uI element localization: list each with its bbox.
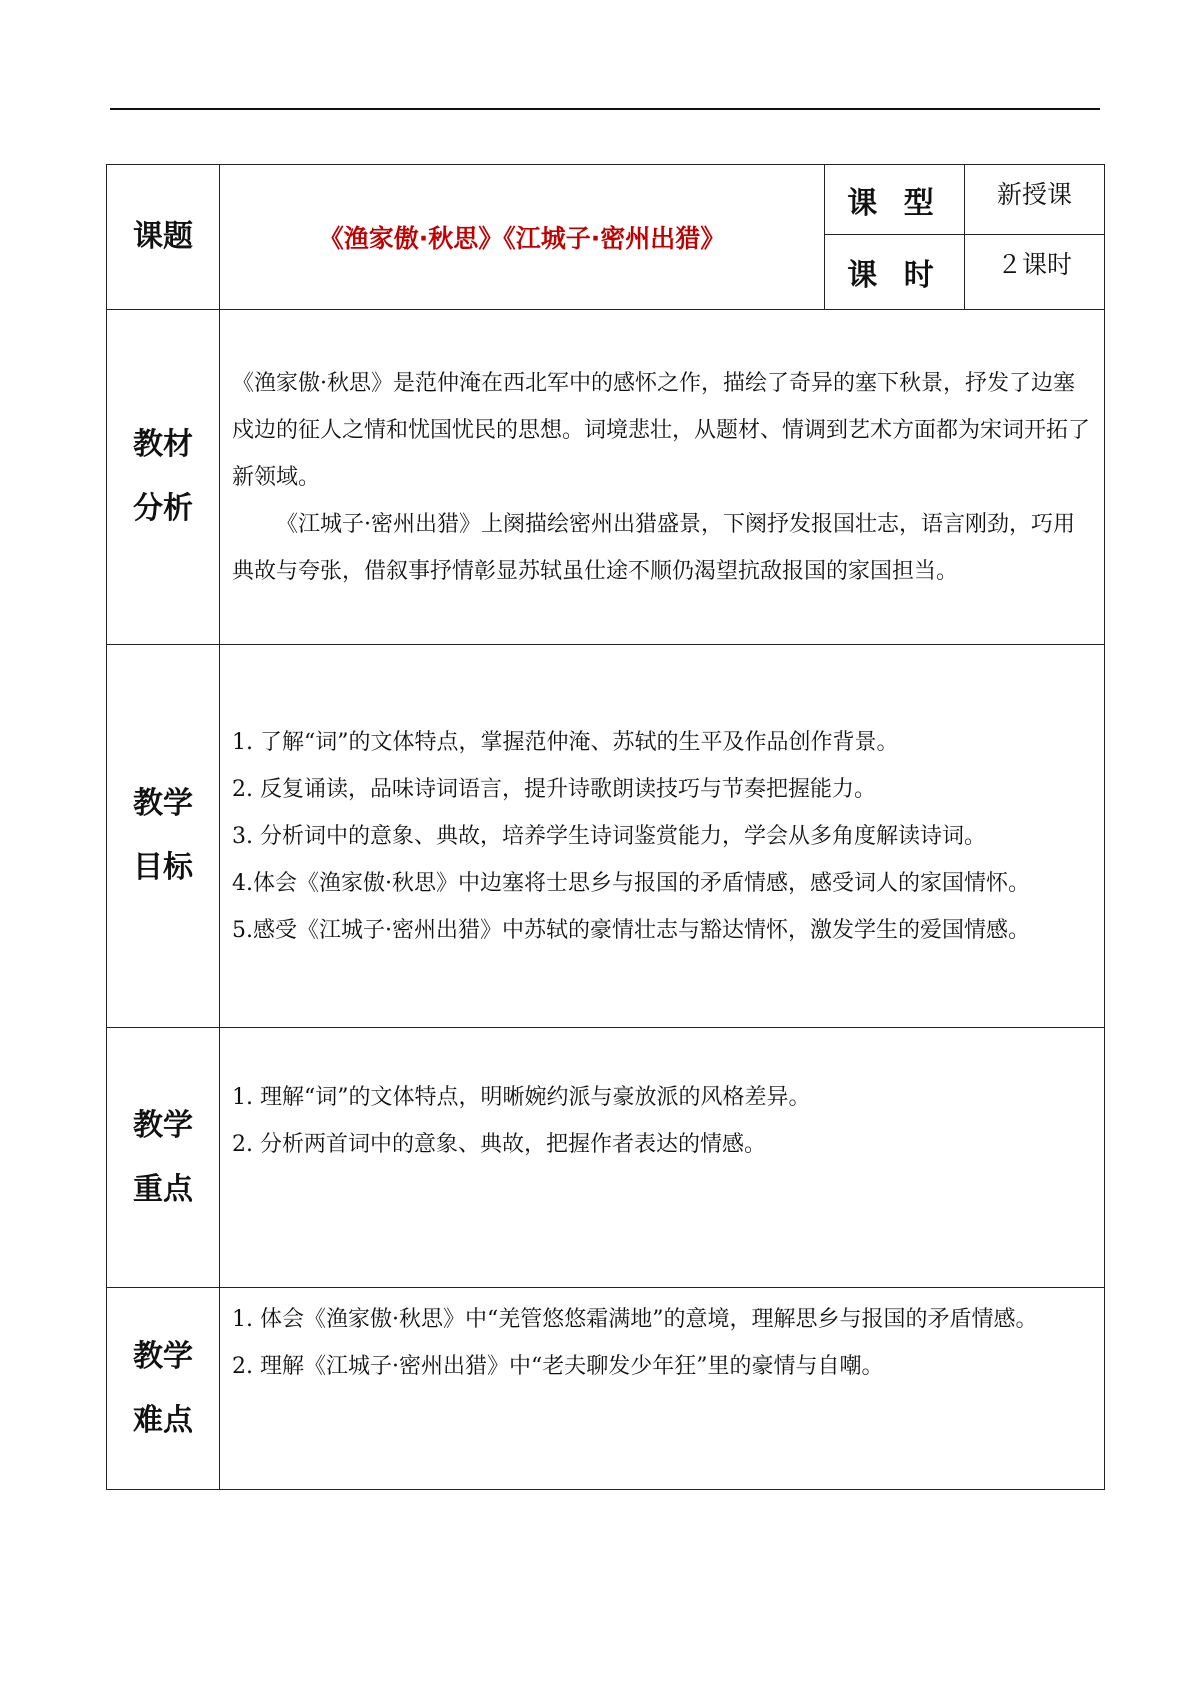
lesson-type-value: 新授课: [965, 165, 1105, 235]
header-rule: [110, 108, 1100, 110]
difficulties-label-line2: 难点: [133, 1402, 193, 1438]
difficulties-content: [220, 1288, 1105, 1490]
key-point-item: 2. 分析两首词中的意象、典故，把握作者表达的情感。: [232, 1132, 766, 1157]
goal-item: 3. 分析词中的意象、典故，培养学生诗词鉴赏能力，学会从多角度解读诗词。: [232, 823, 986, 849]
analysis-paragraph: 《江城子·密州出猎》上阕描绘密州出猎盛景，下阕抒发报国壮志，语言刚劲，巧用典故与夸张，借叙事抒情彰显苏轼虽仕途不顺仍渴望抗敌报国的家国担当。: [232, 511, 1075, 584]
key-points-content: [220, 1028, 1105, 1288]
key-points-label-line1: 教学: [133, 1107, 193, 1143]
difficulties-label-cell: [107, 1288, 220, 1490]
topic-title: 《渔家傲·秋思》《江城子·密州出猎》: [220, 165, 825, 310]
topic-label: 课题: [133, 219, 193, 254]
lesson-hours-value: ２课时: [965, 235, 1105, 310]
key-points-label-line2: 重点: [133, 1171, 193, 1207]
goals-content: [220, 645, 1105, 1028]
analysis-label-line2: 分析: [133, 491, 193, 526]
goals-label-cell: [107, 645, 220, 1028]
key-points-label-cell: [107, 1028, 220, 1288]
goal-item: 1. 了解“词”的文体特点，掌握范仲淹、苏轼的生平及作品创作背景。: [232, 729, 899, 755]
goals-label-line2: 目标: [133, 850, 193, 885]
key-point-item: 1. 理解“词”的文体特点，明晰婉约派与豪放派的风格差异。: [232, 1085, 811, 1110]
goals-label-line1: 教学: [133, 786, 193, 821]
goal-item: 5.感受《江城子·密州出猎》中苏轼的豪情壮志与豁达情怀，激发学生的爱国情感。: [232, 917, 1030, 943]
goal-item: 2. 反复诵读，品味诗词语言，提升诗歌朗读技巧与节奏把握能力。: [232, 776, 876, 802]
topic-label-cell: [107, 165, 220, 310]
difficulty-item: 1. 体会《渔家傲·秋思》中“羌管悠悠霜满地”的意境，理解思乡与报国的矛盾情感。: [232, 1307, 1038, 1332]
lesson-type-label: 课 型: [825, 165, 965, 235]
goal-item: 4.体会《渔家傲·秋思》中边塞将士思乡与报国的矛盾情感，感受词人的家国情怀。: [232, 870, 1030, 896]
analysis-content: [220, 310, 1105, 645]
analysis-paragraph: 《渔家傲·秋思》是范仲淹在西北军中的感怀之作，描绘了奇异的塞下秋景，抒发了边塞戍边的征人之情和忧国忧民的思想。词境悲壮，从题材、情调到艺术方面都为宋词开拓了新领域。: [232, 370, 1091, 490]
lesson-plan-table: [106, 164, 1105, 1490]
difficulty-item: 2. 理解《江城子·密州出猎》中“老夫聊发少年狂”里的豪情与自嘲。: [232, 1354, 884, 1379]
analysis-label-cell: [107, 310, 220, 645]
analysis-label-line1: 教材: [133, 427, 193, 462]
lesson-hours-label: 课 时: [825, 235, 965, 310]
difficulties-label-line1: 教学: [133, 1338, 193, 1374]
